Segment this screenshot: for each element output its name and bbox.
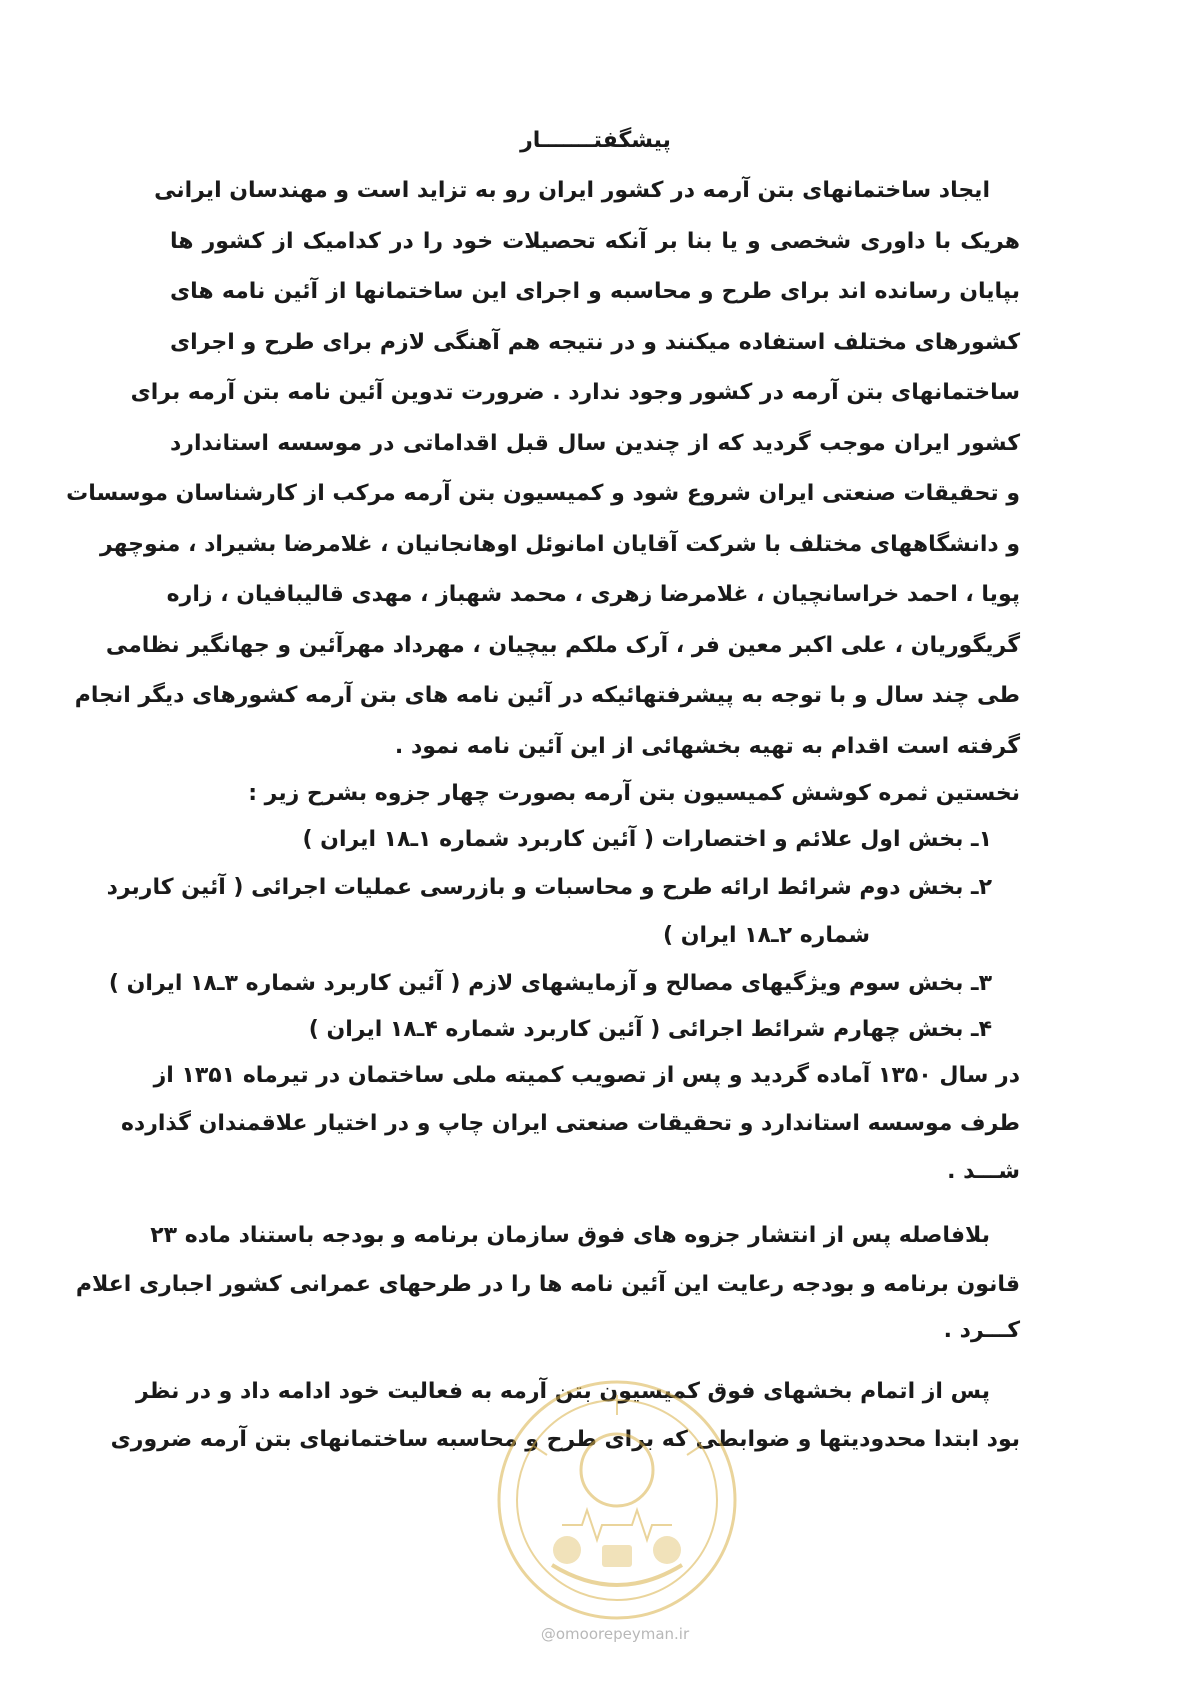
paragraph-4 <box>75 1210 1020 1354</box>
text-line: قانون برنامه و بودجه رعایت این آئین نامه ها را در طرحهای عمرانی کشور اجباری اعلام <box>75 1272 1020 1297</box>
text-line: ایجاد ساختمانهای بتن آرمه در کشور ایران رو به تزاید است و مهندسان ایرانی <box>154 178 990 203</box>
text-line: گریگوریان ، علی اکبر معین فر ، آرک ملکم بیچیان ، مهرداد مهرآئین و جهانگیر نظامی <box>105 632 1020 658</box>
text-line: هریک با داوری شخصی و یا بنا بر آنکه تحصیلات خود را در کدامیک از کشور ها <box>170 228 1020 254</box>
list-item-continuation: شماره ۲ـ۱۸ ایران ) <box>663 923 870 948</box>
text-line: کشورهای مختلف استفاده میکنند و در نتیجه هم آهنگی لازم برای طرح و اجرای <box>170 329 1020 355</box>
list-item: ۳ـ بخش سوم ویژگیهای مصالح و آزمایشهای لازم ( آئین کاربرد شماره ۳ـ۱۸ ایران ) <box>108 971 992 996</box>
text-line: ساختمانهای بتن آرمه در کشور وجود ندارد . ضرورت تدوین آئین نامه بتن آرمه برای <box>130 380 1020 405</box>
text-line: و دانشگاههای مختلف با شرکت آقایان امانوئل اوهانجانیان ، غلامرضا بشیراد ، منوچهر <box>99 531 1020 557</box>
page-title: پیشگفتـــــــار <box>520 128 671 153</box>
paragraph-gap <box>170 1354 1020 1368</box>
paragraph-2 <box>106 772 1020 1052</box>
text-line: در سال ۱۳۵۰ آماده گردید و پس از تصویب کمیته ملی ساختمان در تیرماه ۱۳۵۱ از <box>153 1063 1020 1088</box>
body-text <box>66 166 1020 1464</box>
text-line: بلافاصله پس از انتشار جزوه های فوق سازمان برنامه و بودجه باستناد ماده ۲۳ <box>150 1223 990 1248</box>
text-line: نخستین ثمره کوشش کمیسیون بتن آرمه بصورت چهار جزوه بشرح زیر : <box>248 781 1020 806</box>
text-line: طرف موسسه استاندارد و تحقیقات صنعتی ایران چاپ و در اختیار علاقمندان گذارده <box>120 1111 1020 1136</box>
text-line: و تحقیقات صنعتی ایران شروع شود و کمیسیون بتن آرمه مرکب از کارشناسان موسسات <box>66 481 1020 506</box>
list-item: ۱ـ بخش اول علائم و اختصارات ( آئین کاربرد شماره ۱ـ۱۸ ایران ) <box>302 827 992 852</box>
watermark-seal-icon <box>492 1375 742 1625</box>
paragraph-3 <box>120 1052 1020 1196</box>
text-line: شـــد . <box>947 1159 1020 1184</box>
text-line: پس از اتمام بخشهای فوق کمیسیون بتن آرمه به فعالیت خود ادامه داد و در نظر <box>136 1379 990 1404</box>
text-line: کـــرد . <box>943 1318 1020 1343</box>
list-item: ۴ـ بخش چهارم شرائط اجرائی ( آئین کاربرد شماره ۴ـ۱۸ ایران ) <box>308 1017 992 1042</box>
text-line: گرفته است اقدام به تهیه بخشهائی از این آئین نامه نمود . <box>394 733 1020 759</box>
text-line: بپایان رسانده اند برای طرح و محاسبه و اجرای این ساختمانها از آئین نامه های <box>170 279 1020 304</box>
paragraph-1 <box>66 166 1020 772</box>
list-item: ۲ـ بخش دوم شرائط ارائه طرح و محاسبات و بازرسی عملیات اجرائی ( آئین کاربرد <box>106 875 992 900</box>
text-line: بود ابتدا محدودیتها و ضوابطی که برای طرح و محاسبه ساختمانهای بتن آرمه ضروری <box>110 1427 1020 1452</box>
text-line: پویا ، احمد خراسانچیان ، غلامرضا زهری ، محمد شهباز ، مهدی قالیبافیان ، زاره <box>166 582 1020 607</box>
watermark-url: @omoorepeyman.ir <box>540 1625 690 1643</box>
paragraph-gap <box>170 1196 1020 1210</box>
text-line: کشور ایران موجب گردید که از چندین سال قبل اقداماتی در موسسه استاندارد <box>170 430 1020 456</box>
text-line: طی چند سال و با توجه به پیشرفتهائیکه در آئین نامه های بتن آرمه کشورهای دیگر انجام <box>74 683 1020 708</box>
